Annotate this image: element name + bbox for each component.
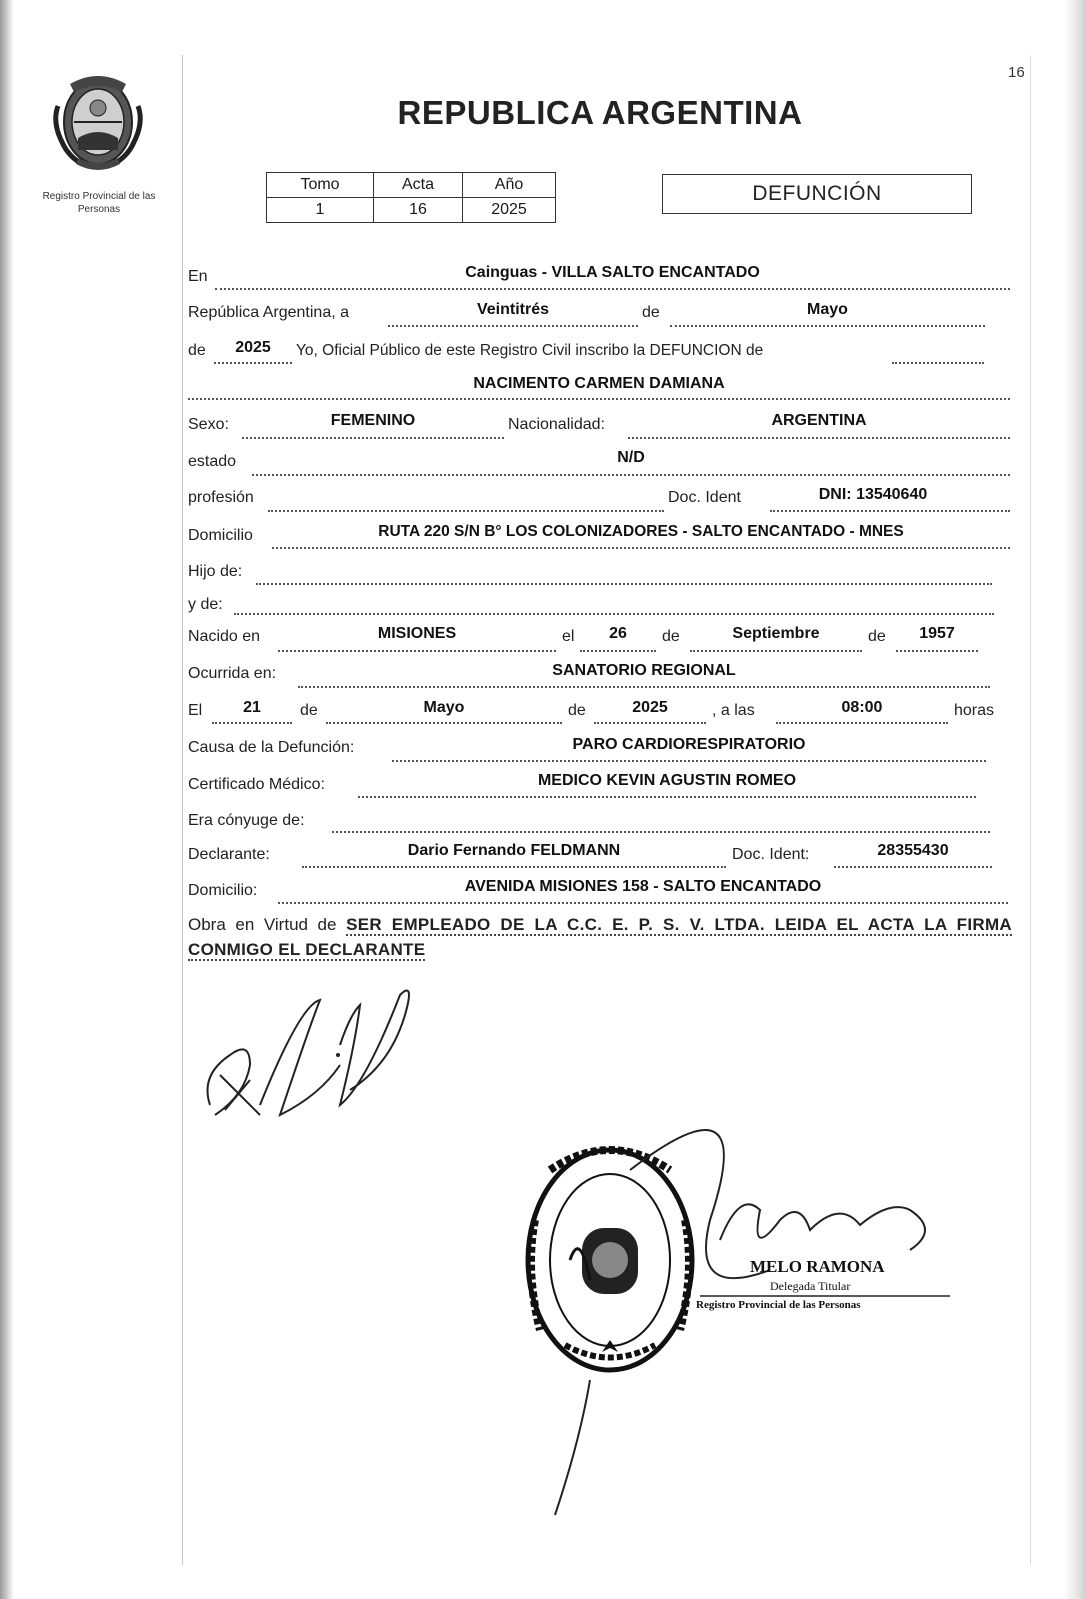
declarant-signature-icon [190, 985, 430, 1135]
page-number: 16 [1008, 64, 1025, 81]
estado-value: N/D [617, 449, 645, 466]
nac-mes-value: Septiembre [732, 625, 820, 642]
nac-dia-dots [580, 650, 656, 652]
dia-dots [388, 325, 638, 327]
obra-label: Obra en Virtud de [188, 915, 337, 934]
hora-value: 08:00 [841, 699, 883, 716]
en-label: En [188, 268, 208, 285]
declarante-doc-value: 28355430 [877, 842, 949, 859]
el2-label: El [188, 702, 203, 719]
causa-dots [392, 760, 986, 762]
tomo-header: Tomo [267, 173, 374, 198]
declarante-value: Dario Fernando FELDMANN [407, 842, 621, 859]
hijo-dots [256, 583, 992, 585]
mes-dots [670, 325, 985, 327]
doc-ident-label: Doc. Ident [668, 489, 741, 506]
nacido-dots [278, 650, 556, 652]
sexo-value: FEMENINO [330, 412, 416, 429]
certificado-value: MEDICO KEVIN AGUSTIN ROMEO [537, 772, 797, 789]
domicilio-label: Domicilio [188, 527, 253, 544]
official-seal-icon [510, 1100, 990, 1400]
causa-label: Causa de la Defunción: [188, 739, 355, 756]
obra-value: SER EMPLEADO DE LA C.C. E. P. S. V. LTDA. LEIDA EL ACTA LA FIRMA CONMIGO EL DECLARANTE [188, 915, 1012, 959]
fallec-anio-value: 2025 [632, 699, 668, 716]
fallec-dia-dots [212, 722, 292, 724]
estado-label: estado [188, 453, 237, 470]
domicilio2-label: Domicilio: [188, 882, 258, 899]
provincial-emblem-icon [48, 66, 148, 178]
page-left-shadow [0, 0, 14, 1599]
document-type-box: DEFUNCIÓN [662, 174, 972, 214]
hora-dots [776, 722, 948, 724]
sexo-dots [242, 437, 504, 439]
doc-ident-value: DNI: 13540640 [818, 486, 928, 503]
anio-value: 2025 [463, 198, 556, 223]
nac-anio-value: 1957 [919, 625, 955, 642]
left-margin-line [182, 55, 183, 1565]
profesion-label: profesión [188, 489, 254, 506]
republica-label: República Argentina, a [188, 304, 349, 321]
horas-label: horas [954, 702, 995, 719]
estado-dots [252, 474, 1010, 476]
fallec-mes-value: Mayo [423, 699, 465, 716]
right-margin-line [1030, 55, 1031, 1565]
nac-dia-value: 26 [609, 625, 627, 642]
yde-label: y de: [188, 596, 223, 613]
domicilio2-value: AVENIDA MISIONES 158 - SALTO ENCANTADO [464, 878, 822, 895]
certificado-label: Certificado Médico: [188, 776, 325, 793]
alas-label: , a las [712, 702, 755, 719]
el-label: el [562, 628, 575, 645]
page-right-edge [1064, 0, 1086, 1599]
de-label-2: de [188, 342, 206, 359]
nombre-dots [188, 398, 1010, 400]
conyuge-dots [332, 831, 990, 833]
acta-header: Acta [374, 173, 463, 198]
fallec-mes-dots [326, 722, 562, 724]
page-title: REPUBLICA ARGENTINA [397, 94, 803, 131]
anio-value: 2025 [235, 339, 271, 356]
de-label-1: de [642, 304, 660, 321]
nacionalidad-dots [628, 437, 1010, 439]
deceased-name: NACIMENTO CARMEN DAMIANA [473, 375, 725, 392]
declarante-dots [302, 866, 726, 868]
ocurrida-dots [298, 686, 990, 688]
de-label-5: de [300, 702, 318, 719]
de-label-6: de [568, 702, 586, 719]
hijo-label: Hijo de: [188, 563, 243, 580]
inscribo-text: Yo, Oficial Público de este Registro Civil inscribo la DEFUNCION de [296, 342, 764, 359]
declarante-label: Declarante: [188, 846, 270, 863]
nacido-value: MISIONES [377, 625, 457, 642]
domicilio-dots [272, 547, 1010, 549]
officer-name: MELO RAMONA [750, 1257, 885, 1276]
obra-paragraph [188, 912, 1012, 962]
nacido-label: Nacido en [188, 628, 261, 645]
en-value: Cainguas - VILLA SALTO ENCANTADO [465, 264, 760, 281]
certificado-dots [358, 796, 976, 798]
causa-value: PARO CARDIORESPIRATORIO [572, 736, 806, 753]
yde-dots [234, 613, 994, 615]
declarante-doc-label: Doc. Ident: [732, 846, 810, 863]
acta-value: 16 [374, 198, 463, 223]
nac-anio-dots [896, 650, 978, 652]
ocurrida-value: SANATORIO REGIONAL [552, 662, 736, 679]
acta-reference-table [266, 172, 556, 223]
nacionalidad-label: Nacionalidad: [508, 416, 605, 433]
profesion-dots [268, 510, 664, 512]
tomo-value: 1 [267, 198, 374, 223]
dia-value: Veintitrés [476, 301, 550, 318]
sexo-label: Sexo: [188, 416, 229, 433]
nacionalidad-value: ARGENTINA [771, 412, 867, 429]
domicilio2-dots [278, 902, 1008, 904]
inscribo-dots [892, 362, 984, 364]
fallec-dia-value: 21 [243, 699, 261, 716]
en-dots [215, 288, 1010, 290]
mes-value: Mayo [807, 301, 848, 318]
anio-dots [214, 362, 292, 364]
officer-role: Delegada Titular [770, 1279, 851, 1293]
domicilio-value: RUTA 220 S/N B° LOS COLONIZADORES - SALTO ENCANTADO - MNES [378, 523, 904, 540]
conyuge-label: Era cónyuge de: [188, 812, 305, 829]
officer-org: Registro Provincial de las Personas [696, 1299, 861, 1311]
doc-ident-dots [770, 510, 1010, 512]
signature-trail-icon [540, 1380, 600, 1520]
nac-mes-dots [690, 650, 862, 652]
de-label-3: de [662, 628, 680, 645]
anio-header: Año [463, 173, 556, 198]
fallec-anio-dots [594, 722, 706, 724]
de-label-4: de [868, 628, 886, 645]
declarante-doc-dots [834, 866, 992, 868]
registro-caption: Registro Provincial de las Personas [42, 191, 156, 215]
ocurrida-label: Ocurrida en: [188, 665, 277, 682]
